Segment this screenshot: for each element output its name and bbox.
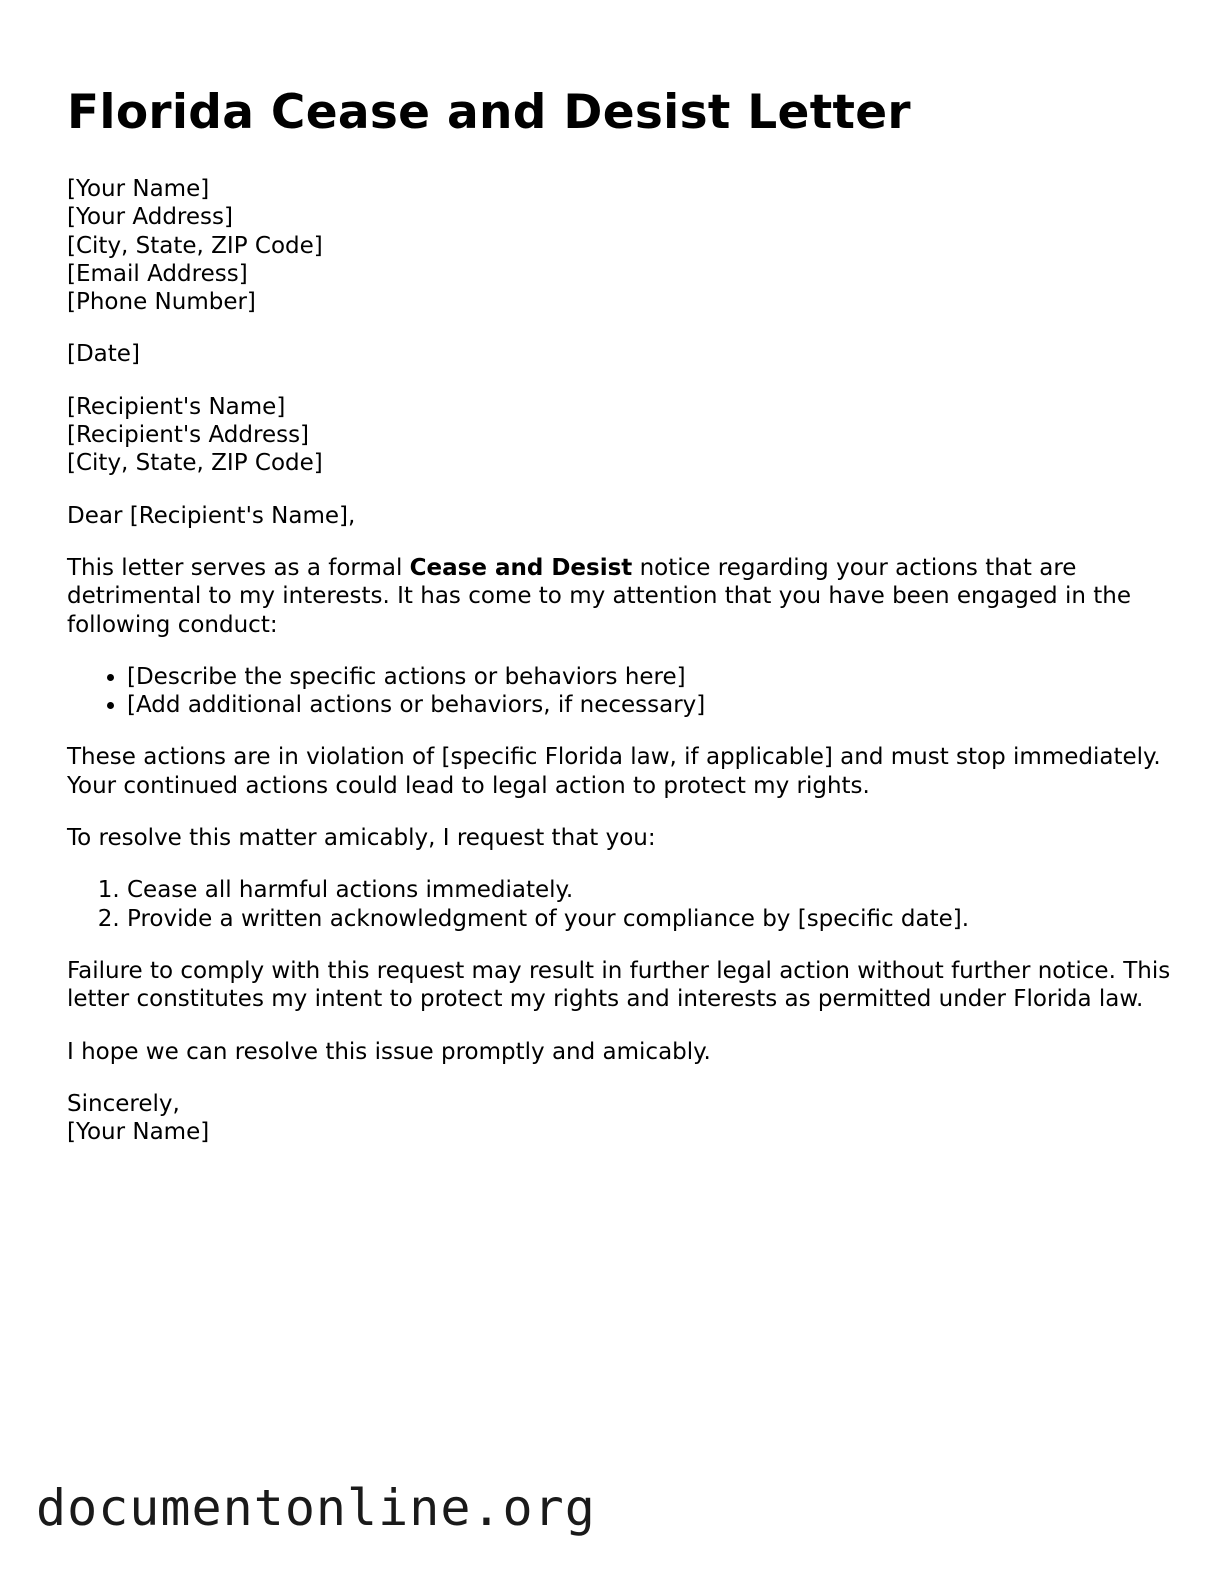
closing-block <box>67 1090 1177 1147</box>
sender-phone: [Phone Number] <box>67 289 256 316</box>
watermark-text: documentonline.org <box>36 1479 596 1537</box>
document-title: Florida Cease and Desist Letter <box>67 85 911 140</box>
sender-email: [Email Address] <box>67 260 248 287</box>
sender-name: [Your Name] <box>67 176 210 202</box>
letter-date: [Date] <box>67 341 140 368</box>
salutation: Dear [Recipient's Name], <box>67 502 356 529</box>
intro-text-end: notice regarding your actions that are detrimental to my interests. It has come to my attention that you have been engaged in the following conduct: <box>67 554 1131 638</box>
list-item: • [Add additional actions or behaviors, if necessary] <box>127 691 1177 719</box>
failure-paragraph: Failure to comply with this request may result in further legal action without further notice. This letter constitutes my intent to protect my rights and interests as permitted under Florida law. <box>67 957 1171 1013</box>
intro-bold-phrase: Cease and Desist <box>409 554 633 581</box>
closing-phrase: Sincerely, <box>67 1090 180 1117</box>
conduct-list <box>67 663 1177 720</box>
request-intro: To resolve this matter amicably, I request that you: <box>67 825 656 852</box>
list-item: 1. Cease all harmful actions immediately. <box>127 876 1177 904</box>
request-list <box>67 876 1177 933</box>
sender-city-state-zip: [City, State, ZIP Code] <box>67 232 323 259</box>
recipient-name: [Recipient's Name] <box>67 393 286 420</box>
list-item: • [Describe the specific actions or behaviors here] <box>127 663 1177 691</box>
intro-text-start: This letter serves as a formal <box>67 554 410 581</box>
sender-block <box>67 175 1177 316</box>
recipient-block <box>67 393 1177 478</box>
hope-paragraph: I hope we can resolve this issue promptly and amicably. <box>67 1038 711 1065</box>
recipient-city-state-zip: [City, State, ZIP Code] <box>67 450 323 477</box>
signature-name: [Your Name] <box>67 1119 210 1146</box>
recipient-address: [Recipient's Address] <box>67 422 310 449</box>
violation-paragraph: These actions are in violation of [specific Florida law, if applicable] and must stop immediately. Your continued actions could lead to legal action to protect my rights. <box>67 744 1161 799</box>
list-item: 2. Provide a written acknowledgment of your compliance by [specific date]. <box>127 905 1177 933</box>
intro-paragraph <box>67 554 1177 639</box>
letter-body <box>67 175 1177 1146</box>
sender-address: [Your Address] <box>67 204 233 231</box>
letter-page <box>67 84 1177 1146</box>
